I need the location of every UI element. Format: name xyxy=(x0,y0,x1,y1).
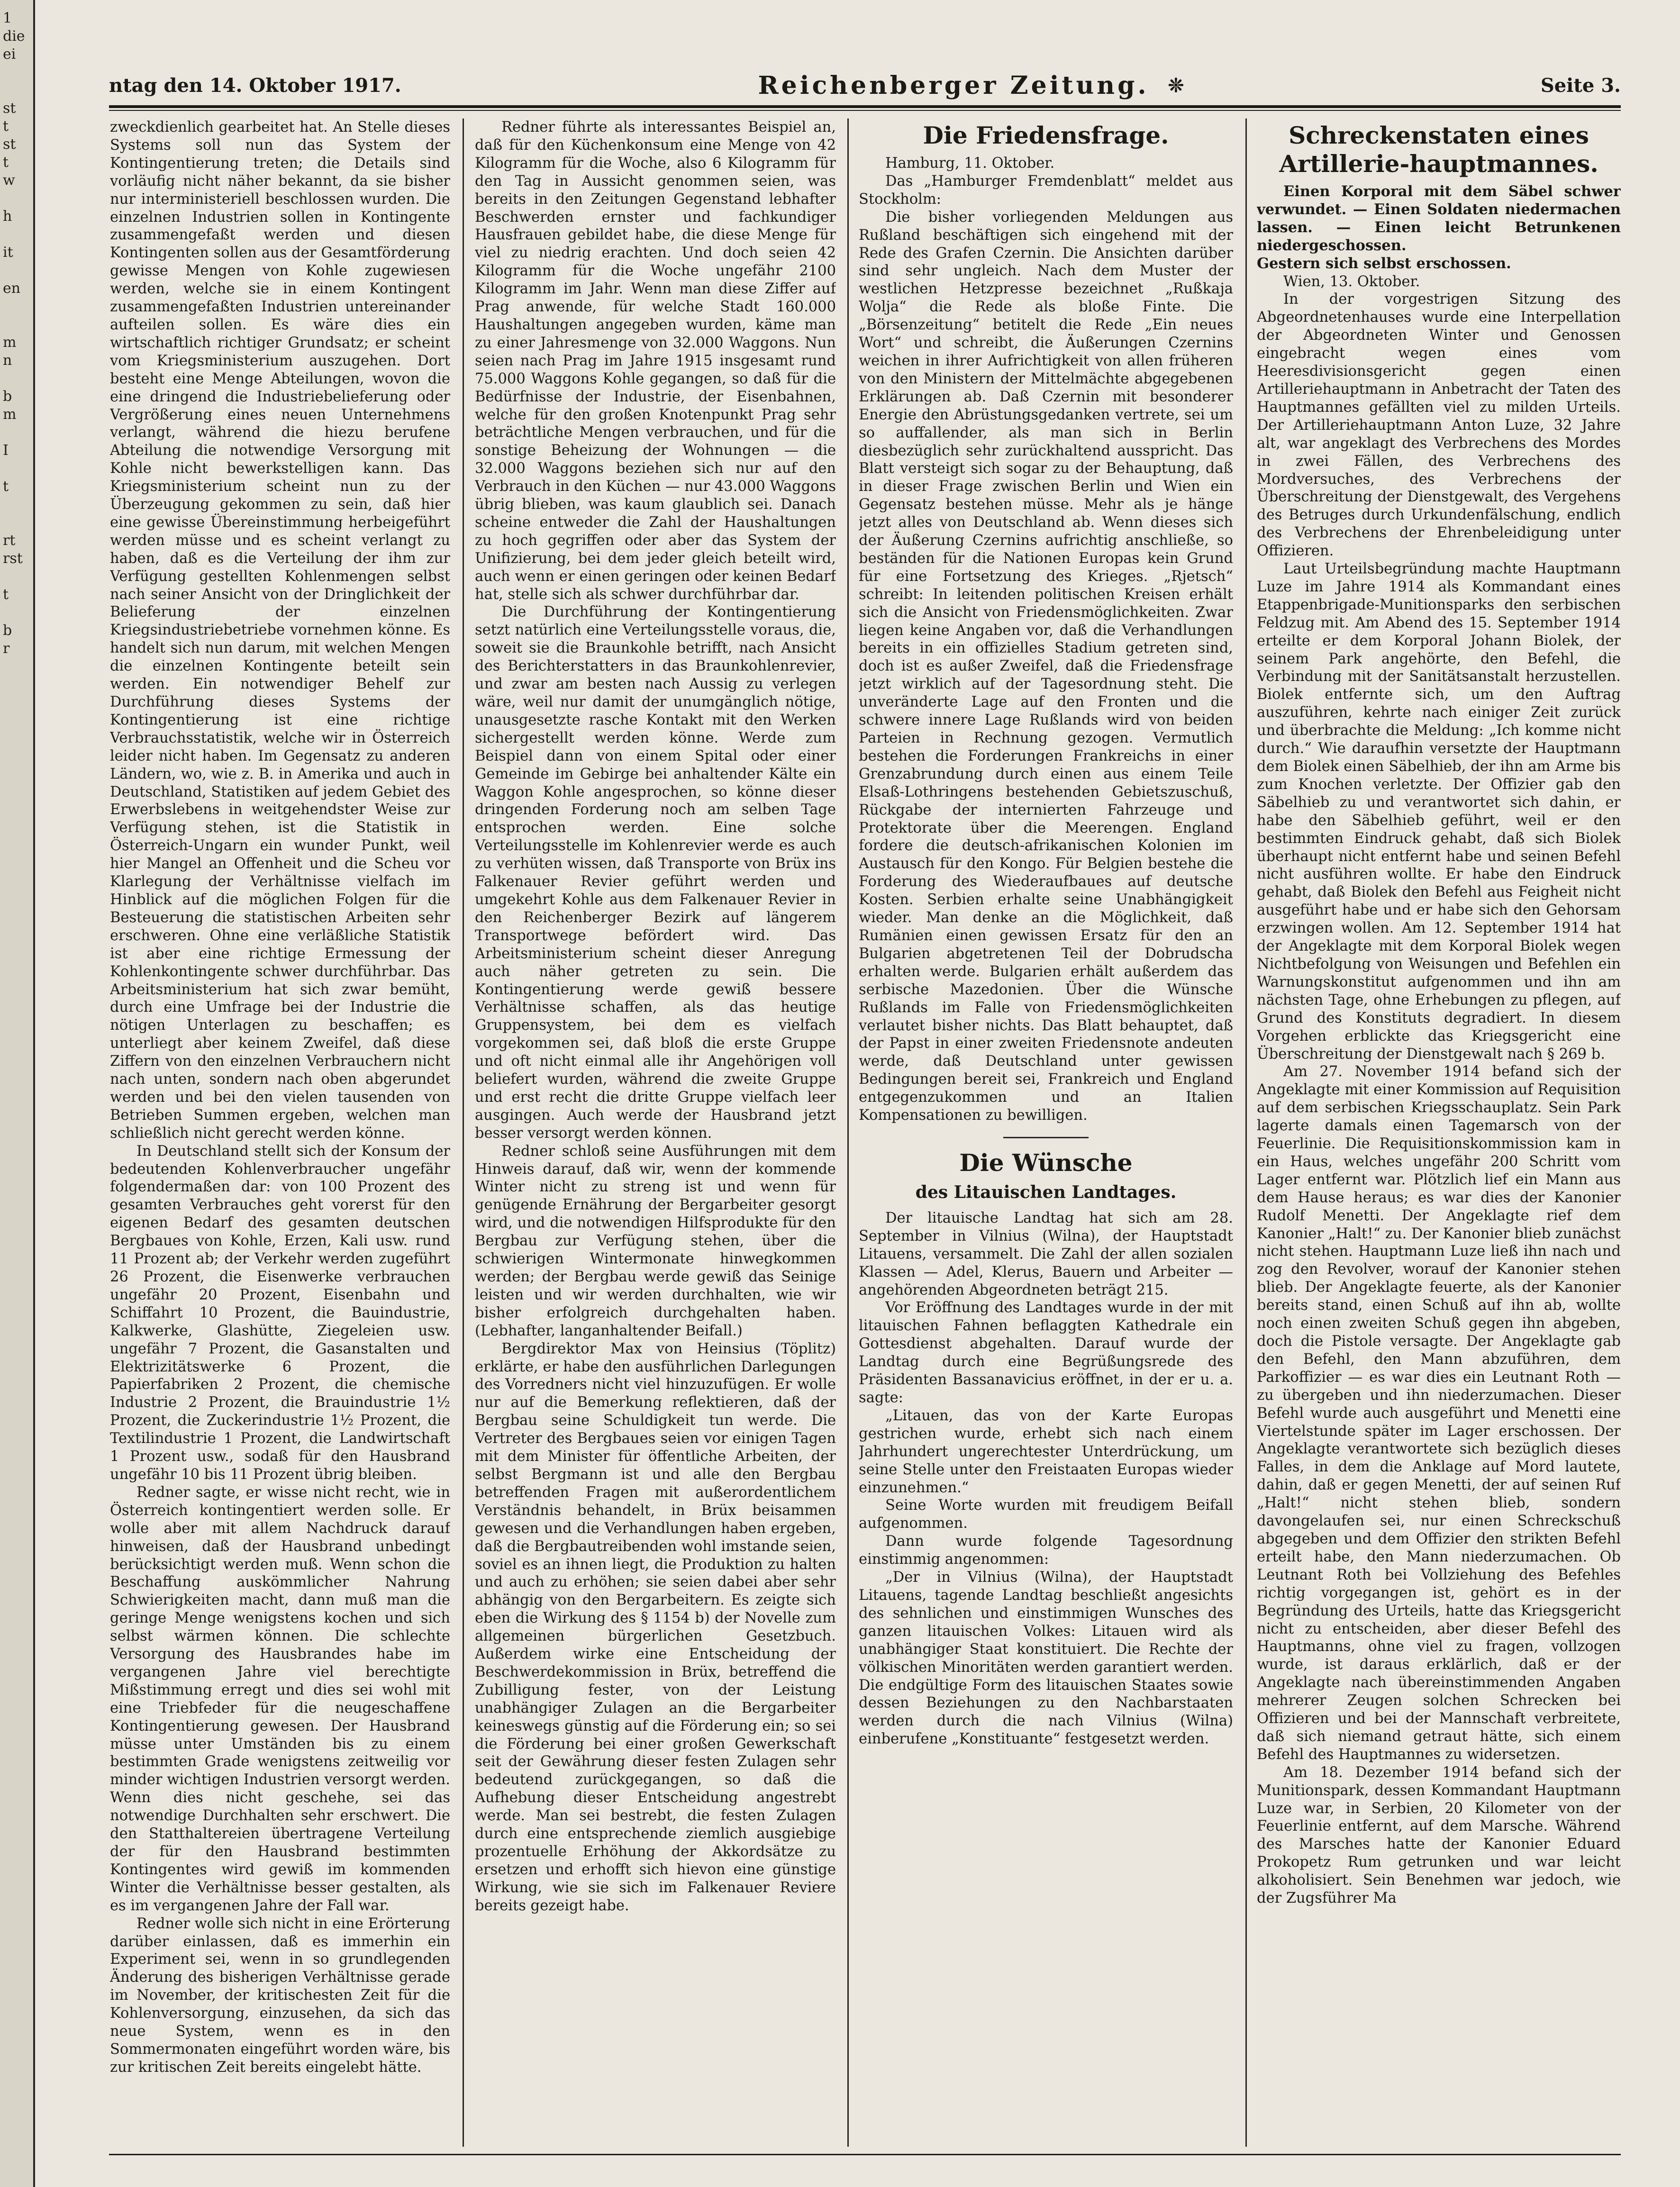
paragraph: Seine Worte wurden mit freudigem Beifall aufgenommen. xyxy=(859,1497,1233,1532)
paragraph: „Der in Vilnius (Wilna), der Hauptstadt Litauens, tagende Landtag beschließt angesichts des sehnlichen und einstimmigen Wunsches des ganzen litauischen Volkes: Litauen wird als unabhängiger Staat konstituiert. Die Rechte der völkischen Minoritäten werden garantiert werden. Die endgültige Form des litauischen Staates sowie dessen Beziehungen zu den Nachbarstaaten werden durch die nach Vilnius (Wilna) einberufene „Konstituante“ festgesetzt werden. xyxy=(859,1569,1233,1748)
article-subheadline-litauen: des Litauischen Landtages. xyxy=(915,1182,1177,1202)
paragraph: Redner wolle sich nicht in eine Erörterung darüber einlassen, daß es immerhin ein Experiment sei, wenn in so grundlegenden Änderung des bisherigen Verhältnisse gerade im November, der kritischesten Zeit für die Kohlenversorgung, einzusehen, da sich das neue System, wenn es in den Sommermonaten eingeführt worden wäre, bis zur kritischen Zeit bereits eingelebt hätte. xyxy=(110,1915,450,2076)
column-divider xyxy=(463,118,464,2147)
masthead-title: Reichenberger Zeitung. xyxy=(758,71,1149,100)
paragraph: Der litauische Landtag hat sich am 28. September in Vilnius (Wilna), der Hauptstadt Litauens, versammelt. Die Zahl der allen sozialen Klassen — Adel, Klerus, Bauern und Arbeiter — angehörenden Abgeordneten beträgt 215. xyxy=(859,1209,1233,1298)
paragraph: Die bisher vorliegenden Meldungen aus Rußland beschäftigen sich eingehend mit der Rede des Grafen Czernin. Die Ansichten darüber sind sehr ungleich. Nach dem Muster der westlichen Hetzpresse bezeichnet „Rußkaja Wolja“ die Rede als bloße Finte. Die „Börsenzeitung“ betitelt die Rede „Ein neues Wort“ und schreibt, die Äußerungen Czernins weichen in ihrer Aufrichtigkeit von allen früheren von den Ministern der Mittelmächte abgegebenen Erklärungen ab. Daß Czernin mit besonderer Energie den Abrüstungsgedanken vertrete, sei um so auffallender, als man sich in Berlin diesbezüglich sehr zurückhaltend ausspricht. Das Blatt versteigt sich sogar zu der Behauptung, daß in dieser Frage zwischen Berlin und Wien ein Gegensatz bestehen müsse. Mehr als je hänge jetzt alles von Deutschland ab. Wenn dieses sich der Äußerung Czernins aufrichtig anschließe, so beständen für die Nationen Europas kein Grund für eine Fortsetzung des Krieges. „Rjetsch“ schreibt: In leitenden politischen Kreisen erhält sich die Ansicht von Friedensmöglichkeiten. Zwar liegen keine Angaben vor, daß die Verhandlungen bereits in ein offizielles Stadium getreten sind, doch ist es außer Zweifel, daß die Friedensfrage jetzt wirklich auf der Tagesordnung steht. Die unveränderte Lage auf den Fronten und die schwere innere Lage Rußlands wird von beiden Parteien in Rechnung gezogen. Vermutlich bestehen die Forderungen Frankreichs in einer Grenzabrundung durch einen aus einem Teile Elsaß-Lothringens bestehenden Gebietszuschuß, Rückgabe der internierten Fahrzeuge und Protektorate über die Meerengen. England fordere die deutsch-afrikanischen Kolonien im Austausch für den Kongo. Für Belgien bestehe die Forderung des Wiederaufbaues auf deutsche Kosten. Serbien erhalte seine Unabhängigkeit wieder. Man denke an die Möglichkeit, daß Rumänien einen gewissen Ersatz für den an Bulgarien abgetretenen Teil der Dobrudscha erhalten werde. Bulgarien erhält außerdem das serbische Mazedonien. Über die Wünsche Rußlands im Falle von Friedensmöglichkeiten verlautet bisher nichts. Das Blatt behauptet, daß der Papst in einer zweiten Friedensnote andeuten werde, daß Deutschland unter gewissen Bedingungen bereit sei, Frankreich und England entgegenzukommen und an Italien Kompensationen zu bewilligen. xyxy=(859,209,1233,1124)
paragraph: Redner schloß seine Ausführungen mit dem Hinweis darauf, daß wir, wenn der kommende Winter nicht zu streng ist und wenn für genügende Ernährung der Bergarbeiter gesorgt wird, und die notwendigen Hilfsprodukte für den Bergbau zur Verfügung stehen, über die schwierigen Wintermonate hinwegkommen werden; der Bergbau werde gewiß das Seinige leisten und wir werden durchhalten, wie wir bisher erfolgreich durchgehalten haben. (Lebhafter, langanhaltender Beifall.) xyxy=(475,1143,836,1339)
column-3 xyxy=(859,118,1233,2147)
article-headline-friedensfrage: Die Friedensfrage. xyxy=(923,121,1169,149)
article-dateline: Hamburg, 11. Oktober. xyxy=(885,155,1055,172)
paragraph: In der vorgestrigen Sitzung des Abgeordnetenhauses wurde eine Interpellation der Abgeordneten Winter und Genossen eingebracht wegen eines vom Heeresdivisionsgericht gegen einen Artilleriehauptmann in Anbetracht der Taten des Hauptmannes gefällten viel zu milden Urteils. Der Artilleriehauptmann Anton Luze, 32 Jahre alt, war angeklagt des Verbrechens des Mordes in zwei Fällen, des Verbrechens des Mordversuches, des Verbrechens der Überschreitung der Dienstgewalt, des Vergehens des Betruges durch Urkundenfälschung, endlich des Verbrechens der Ehrenbeleidigung unter Offizieren. xyxy=(1257,291,1621,560)
paragraph: Redner führte als interessantes Beispiel an, daß für den Küchenkonsum eine Menge von 42 Kilogramm für die Woche, also 6 Kilogramm für den Tag in Aussicht genommen seien, was bereits in den Zeitungen Gegenstand lebhafter Beschwerden ernster und fachkundiger Hausfrauen gebildet habe, die diese Menge für viel zu niedrig erachten. Und doch seien 42 Kilogramm für die Woche ungefähr 2100 Kilogramm im Jahr. Wenn man diese Ziffer auf Prag anwende, für welche Stadt 160.000 Haushaltungen angegeben wurden, käme man zu einer Jahresmenge von 32.000 Waggons. Nun seien nach Prag im Jahre 1915 insgesamt rund 75.000 Waggons Kohle gegangen, so daß für die Bedürfnisse der Industrie, der Eisenbahnen, welche für den großen Knotenpunkt Prag sehr beträchtliche Mengen verbrauchen, und für die sonstige Beheizung der Wohnungen — die 32.000 Waggons beziehen sich nur auf den Verbrauch in den Küchen — nur 43.000 Waggons übrig blieben, was kaum glaublich sei. Danach scheine entweder die Zahl der Haushaltungen zu hoch gegriffen oder aber das System der Unifizierung, bei dem jeder gleich beteilt wird, auch wenn er einen geringen oder keinen Bedarf hat, stelle sich als schwer durchführbar dar. xyxy=(475,119,836,603)
article-headline-litauen: Die Wünsche xyxy=(959,1148,1133,1177)
paragraph: Redner sagte, er wisse nicht recht, wie in Österreich kontingentiert werden solle. Er wolle aber mit allem Nachdruck darauf hinweisen, daß der Hausbrand unbedingt berücksichtigt werden muß. Wenn schon die Beschaffung auskömmlicher Nahrung Schwierigkeiten macht, dann muß man die geringe Menge wenigstens kochen und sich selbst wärmen können. Die schlechte Versorgung des Hausbrandes habe im vergangenen Jahre viel berechtigte Mißstimmung erregt und dies sei wohl mit eine Triebfeder für die neugeschaffene Kontingentierung gewesen. Der Hausbrand müsse unter Umständen bis zu einem bestimmten Grade wenigstens zeitweilig vor minder wichtigen Industrien versorgt werden. Wenn dies nicht geschehe, sei das notwendige Durchhalten sehr erschwert. Die den Statthaltereien übertragene Verteilung der für den Hausbrand bestimmten Kontingentes wird gewiß im kommenden Winter die Verhältnisse besser gestalten, als es im vergangenen Jahre der Fall war. xyxy=(110,1484,450,1914)
article-separator xyxy=(1003,1137,1089,1138)
column-divider xyxy=(1245,118,1247,2147)
header-rule xyxy=(109,105,1621,108)
paragraph: Dann wurde folgende Tagesordnung einstimmig angenommen: xyxy=(859,1533,1233,1568)
header-date: ntag den 14. Oktober 1917. xyxy=(109,74,401,97)
ornament-icon: ❊ xyxy=(1168,74,1184,97)
column-divider xyxy=(847,118,849,2147)
paragraph: Laut Urteilsbegründung machte Hauptmann Luze im Jahre 1914 als Kommandant eines Etappenbrigade-Munitionsparks den serbischen Feldzug mit. Am Abend des 15. September 1914 erteilte er dem Korporal Johann Biolek, der seinem Park angehörte, den Befehl, die Verbindung mit der Sanitätsanstalt herzustellen. Biolek entfernte sich, um den Auftrag auszuführen, kehrte nach einiger Zeit zurück und überbrachte die Meldung: „Ich komme nicht durch.“ Wie daraufhin versetzte der Hauptmann dem Biolek einen Säbelhieb, der ihn am Arme bis zum Knochen verletzte. Der Offizier gab den Säbelhieb zu und verantwortet sich dahin, er habe den Säbelhieb geführt, weil er den bestimmten Eindruck gehabt, daß sich Biolek überhaupt nicht entfernt habe und seinen Befehl nicht ausführen wollte. Er habe den Eindruck gehabt, daß Biolek den Befehl aus Feigheit nicht ausgeführt habe und er habe sich den Gehorsam erzwingen wollen. Am 12. September 1914 hat der Angeklagte mit dem Korporal Biolek wegen Nichtbefolgung von Weisungen und Befehlen ein Warnungskonstitut aufgenommen und ihn am nächsten Tage, ohne Erhebungen zu pflegen, auf Grund des Konstituts degradiert. In diesem Vorgehen erblickte das Kriegsgericht eine Überschreitung der Dienstgewalt nach § 269 b. xyxy=(1257,561,1621,1062)
paragraph: „Litauen, das von der Karte Europas gestrichen wurde, erhebt sich nach einem Jahrhundert ungerechtester Unterdrückung, um seine Stelle unter den Freistaaten Europas wieder einzunehmen.“ xyxy=(859,1407,1233,1496)
footer-rule xyxy=(109,2154,1621,2155)
column-4 xyxy=(1257,118,1621,2147)
page-number: Seite 3. xyxy=(1540,74,1621,97)
adjacent-page-text: 1 die ei st t st t w h it en m n b m I t rt rst t b r xyxy=(3,10,25,657)
page-header xyxy=(109,70,1621,100)
paragraph: Am 18. Dezember 1914 befand sich der Munitionspark, dessen Kommandant Hauptmann Luze war, in Serbien, 20 Kilometer von der Feuerlinie entfernt, auf dem Marsche. Während des Marsches hatte der Kanonier Eduard Prokopetz Rum getrunken und war leicht alkoholisiert. Sein Benehmen war jedoch, wie der Zugsführer Ma xyxy=(1257,1764,1621,1907)
article-lead: Einen Korporal mit dem Säbel schwer verwundet. — Einen Soldaten niedermachen lassen. — Einen leicht Betrunkenen niedergeschossen. Gestern sich selbst erschossen. xyxy=(1257,183,1621,272)
paragraph: Am 27. November 1914 befand sich der Angeklagte mit einer Kommission auf Requisition auf dem serbischen Kriegsschauplatz. Sein Park lagerte damals einen Tagemarsch von der Feuerlinie. Die Requisitionskommission kam in ein Haus, welches ungefähr 200 Schritt vom Lager entfernt war. Plötzlich lief ein Mann aus dem Hause heraus; es war dies der Kanonier Rudolf Menetti. Der Angeklagte rief dem Kanonier „Halt!“ zu. Der Kanonier blieb zunächst nicht stehen. Hauptmann Luze ließ ihn nach und zog den Revolver, worauf der Kanonier stehen blieb. Der Angeklagte feuerte, als der Kanonier bereits stand, einen Schuß auf ihn ab, wollte noch einen zweiten Schuß gegen ihn abgeben, doch die Pistole versagte. Der Angeklagte gab den Befehl, den Mann abzuführen, dem Parkoffizier — es war dies ein Leutnant Roth — zu übergeben und ihn niederzumachen. Dieser Befehl wurde auch ausgeführt und Menetti eine Viertelstunde später im Lager erschossen. Der Angeklagte verantwortete sich bezüglich dieses Falles, in dem die Anklage auf Mord lautete, dahin, daß er gegen Menetti, der auf seinen Ruf „Halt!“ nicht stehen blieb, sondern davongelaufen sei, nur einen Schreckschuß abgegeben und dem Offizier den strikten Befehl erteilt habe, den Mann niederzumachen. Ob Leutnant Roth bei Vollziehung des Befehles richtig vorgegangen ist, gehört es in der Begründung des Urteils, hatte das Kriegsgericht nicht zu entscheiden, aber dieser Befehl des Hauptmanns, ohne viel zu fragen, vollzogen wurde, ist daraus erklärlich, daß er der Angeklagte nach übereinstimmenden Angaben mehrerer Zeugen solchen Schrecken bei Offizieren und bei der Mannschaft verbreitete, daß sich niemand getraut hätte, sich einem Befehl des Hauptmannes zu widersetzen. xyxy=(1257,1063,1621,1763)
paragraph: Das „Hamburger Fremdenblatt“ meldet aus Stockholm: xyxy=(859,172,1233,208)
article-headline-artilleriehauptmann: Schreckenstaten eines Artillerie-hauptmannes. xyxy=(1279,121,1598,178)
column-1 xyxy=(110,118,450,2147)
paragraph: zweckdienlich gearbeitet hat. An Stelle dieses Systems soll nun das System der Kontingentierung treten; die Details sind vorläufig nicht näher bekannt, da sie bisher nur interministeriell beschlossen wurden. Die einzelnen Industrien sollen in Kontingente zusammengefaßt werden und diesen Kontingenten sollen aus der Gesamtförderung gewisse Mengen von Kohle zugewiesen werden, welche sie in einem Kontingent zusammengefaßten Industrien untereinander aufteilen sollen. Es wäre dies ein wirtschaftlich richtiger Grundsatz; er scheint vom Kriegsministerium auszugehen. Dort besteht eine Menge Abteilungen, wovon die eine dringend die Industriebelieferung oder Vergrößerung eines neuen Unternehmens verlangt, während die hiezu berufene Abteilung die notwendige Versorgung mit Kohle nicht bewerkstelligen kann. Das Kriegsministerium scheint nun zu der Überzeugung gekommen zu sein, daß hier eine gewisse Übereinstimmung herbeigeführt werden müsse und es scheint verlangt zu haben, daß es die Verteilung der ihm zur Verfügung gestellten Kohlenmengen selbst nach seiner Ansicht von der Dringlichkeit der Belieferung der einzelnen Kriegsindustriebetriebe vornehmen könne. Es handelt sich nun darum, mit welchen Mengen die einzelnen Kontingente beteilt sein werden. Ein notwendiger Behelf zur Durchführung dieses Systems der Kontingentierung ist eine richtige Verbrauchsstatistik, welche wir in Österreich leider nicht haben. Im Gegensatz zu anderen Ländern, wo, wie z. B. in Amerika und auch in Deutschland, Statistiken auf jedem Gebiet des Erwerbslebens in weitgehendster Weise zur Verfügung stehen, ist die Statistik in Österreich-Ungarn ein wunder Punkt, weil hier Mangel an Offenheit und die Scheu vor Klarlegung der Verhältnisse vielfach im Hinblick auf die möglichen Folgen für die Besteuerung die statistischen Arbeiten sehr erschweren. Ohne eine verläßliche Statistik ist aber eine richtige Ermessung der Kohlenkontingente schwer durchführbar. Das Arbeitsministerium hat sich zwar bemüht, durch eine Umfrage bei der Industrie die nötigen Unterlagen zu beschaffen; es unterliegt aber keinem Zweifel, daß diese Ziffern von den einzelnen Verbrauchern nicht nach unten, sondern nach oben abgerundet werden und bei den vielen tausenden von Betrieben Summen ergeben, welchen man schließlich nicht gerecht werden könne. xyxy=(110,119,450,1142)
column-2 xyxy=(475,118,836,2147)
header-rule-thin xyxy=(109,110,1621,111)
article-dateline: Wien, 13. Oktober. xyxy=(1283,273,1420,290)
adjacent-page-edge xyxy=(0,0,35,2187)
paragraph: Vor Eröffnung des Landtages wurde in der mit litauischen Fahnen beflaggten Kathedrale ein Gottesdienst abgehalten. Darauf wurde der Landtag durch eine Begrüßungsrede des Präsidenten Bassanavicius eröffnet, in der er u. a. sagte: xyxy=(859,1299,1233,1406)
paragraph: In Deutschland stellt sich der Konsum der bedeutenden Kohlenverbraucher ungefähr folgendermaßen dar: von 100 Prozent des gesamten Verbrauches geht vorerst für den eigenen Bedarf des gesamten deutschen Bergbaues von Kohle, Erzen, Kali usw. rund 11 Prozent ab; der Verkehr werden zugeführt 26 Prozent, die Eisenwerke verbrauchen ungefähr 20 Prozent, Eisenbahn und Schiffahrt 10 Prozent, die Bauindustrie, Kalkwerke, Glashütte, Ziegeleien usw. ungefähr 7 Prozent, die Gasanstalten und Elektrizitätswerke 6 Prozent, die Papierfabriken 2 Prozent, die chemische Industrie 2 Prozent, die Brauindustrie 1½ Prozent, die Zuckerindustrie 1½ Prozent, die Textilindustrie 1 Prozent, die Landwirtschaft 1 Prozent usw., sodaß für den Hausbrand ungefähr 10 bis 11 Prozent übrig bleiben. xyxy=(110,1143,450,1483)
paragraph: Die Durchführung der Kontingentierung setzt natürlich eine Verteilungsstelle voraus, die, soweit sie die Braunkohle betrifft, nach Ansicht des Berichterstatters in das Braunkohlenrevier, und zwar am besten nach Aussig zu verlegen wäre, weil nur damit der unumgänglich nötige, unausgesetzte rasche Kontakt mit den Werken sichergestellt werden könne. Werde zum Beispiel dann von einem Spital oder einer Gemeinde im Gebirge bei anhaltender Kälte ein Waggon Kohle angesprochen, so könne dieser dringenden Forderung noch am selben Tage entsprochen werden. Eine solche Verteilungsstelle im Kohlenrevier werde es auch zu verhüten wissen, daß Transporte von Brüx ins Falkenauer Revier geführt werden und umgekehrt Kohle aus dem Falkenauer Revier in den Reichenberger Bezirk auf längerem Transportwege befördert wird. Das Arbeitsministerium scheint dieser Anregung auch näher getreten zu sein. Die Kontingentierung werde gewiß bessere Verhältnisse schaffen, als das heutige Gruppensystem, bei dem es vielfach vorgekommen sei, daß bloß die erste Gruppe und oft nicht einmal alle ihr Angehörigen voll beliefert wurden, während die zweite Gruppe und erst recht die dritte Gruppe vielfach leer ausgingen. Auch werde der Hausbrand jetzt besser versorgt werden können. xyxy=(475,604,836,1142)
paragraph: Bergdirektor Max von Heinsius (Töplitz) erklärte, er habe den ausführlichen Darlegungen des Vorredners nicht viel hinzuzufügen. Er wolle nur auf die Bemerkung reflektieren, daß der Bergbau seine Schuldigkeit tun werde. Die Vertreter des Bergbaues seien vor einigen Tagen mit dem Minister für öffentliche Arbeiten, der selbst Bergmann ist und alle den Bergbau betreffenden Fragen mit außerordentlichem Verständnis behandelt, in Brüx beisammen gewesen und die Verhandlungen haben ergeben, daß die Bergbautreibenden wohl imstande seien, soviel es an ihnen liegt, die Produktion zu halten und auch zu erhöhen; sie seien dabei aber sehr abhängig von den Bergarbeitern. Es zeigte sich eben die Wirkung des § 1154 b) der Novelle zum allgemeinen bürgerlichen Gesetzbuch. Außerdem wirke eine Entscheidung der Beschwerdekommission in Brüx, betreffend die Zubilligung fester, von der Leistung unabhängiger Zulagen an die Bergarbeiter keineswegs günstig auf die Förderung ein; so sei die Förderung bei einer großen Gewerkschaft seit der Gewährung dieser festen Zulagen sehr bedeutend zurückgegangen, so daß die Aufhebung dieser Entscheidung angestrebt werde. Man sei bestrebt, die festen Zulagen durch eine entsprechende ziemlich ausgiebige prozentuelle Erhöhung der Akkordsätze zu ersetzen und erhofft sich hievon eine günstige Wirkung, wie sie sich im Falkenauer Reviere bereits gezeigt habe. xyxy=(475,1340,836,1914)
